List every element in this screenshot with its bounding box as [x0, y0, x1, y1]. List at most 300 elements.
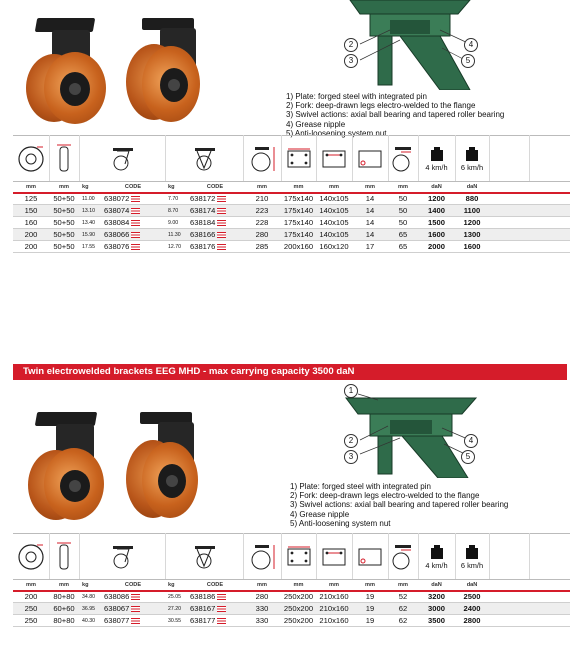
empty-cell [489, 603, 529, 615]
cell-value: 638167 [190, 604, 216, 613]
table-row [13, 229, 570, 241]
note-4: 4) Grease nipple [290, 509, 350, 519]
cell-cap6 [455, 603, 489, 615]
cell-cap4 [418, 193, 455, 205]
cell-plate [281, 591, 316, 603]
plate-size-icon [281, 136, 316, 182]
cell-value: 638186 [190, 592, 216, 602]
cell-bolt [352, 591, 388, 603]
cell-value: 638166 [190, 230, 216, 239]
callout-1: 1 [344, 384, 358, 398]
unit: kg [79, 182, 101, 193]
table-body-1 [13, 193, 570, 253]
cell-cap4 [418, 205, 455, 217]
cell-value: 3500 [428, 616, 445, 625]
unit: mm [49, 580, 79, 591]
cell-h [243, 205, 281, 217]
cell-code2 [187, 591, 243, 603]
unit: mm [352, 580, 388, 591]
cell-value: 40.30 [82, 617, 95, 624]
callout-4: 4 [464, 38, 478, 52]
cell-h [243, 193, 281, 205]
order-mark-icon [131, 208, 140, 214]
cell-off [388, 615, 418, 627]
cell-holes [316, 591, 352, 603]
cell-off [388, 603, 418, 615]
table-row [13, 591, 570, 603]
bolt-hole-icon [352, 136, 388, 182]
cell-w [49, 229, 79, 241]
cell-value: 19 [365, 616, 375, 625]
empty-cell [489, 205, 529, 217]
callout-4: 4 [464, 434, 478, 448]
cell-value: 62 [398, 616, 408, 625]
cell-kg1 [79, 603, 101, 615]
cell-off [388, 205, 418, 217]
table-row [13, 603, 570, 615]
cell-value: 50+50 [53, 194, 75, 204]
cell-code1 [101, 615, 165, 627]
cell-value: 8.70 [168, 207, 179, 214]
cell-cap6 [455, 229, 489, 241]
cell-code1 [101, 229, 165, 241]
cell-value: 250 [24, 604, 38, 613]
cell-value: 250x200 [283, 592, 314, 602]
order-mark-icon [131, 606, 140, 612]
unit: mm [13, 580, 49, 591]
cell-value: 50+50 [53, 218, 75, 227]
cell-off [388, 241, 418, 253]
table-row [13, 615, 570, 627]
cell-d [13, 229, 49, 241]
cell-cap4 [418, 591, 455, 603]
table-row [13, 217, 570, 229]
cell-cap6 [455, 591, 489, 603]
cell-value: 638076 [104, 242, 130, 251]
cell-plate [281, 603, 316, 615]
diameter-icon [13, 534, 49, 580]
spec-table-2 [13, 533, 570, 627]
unit: daN [418, 580, 455, 591]
cell-value: 50+50 [53, 206, 75, 215]
cell-value: 65 [398, 242, 408, 251]
cell-holes [316, 615, 352, 627]
cell-value: 280 [255, 592, 269, 602]
unit: mm [316, 580, 352, 591]
cell-bolt [352, 193, 388, 205]
order-mark-icon [131, 244, 140, 250]
empty-col-1 [489, 136, 529, 182]
cell-bolt [352, 615, 388, 627]
cell-plate [281, 615, 316, 627]
cell-value: 175x140 [283, 194, 314, 204]
cell-plate [281, 193, 316, 205]
width-icon [49, 136, 79, 182]
cell-code1 [101, 217, 165, 229]
section-title-banner: Twin electrowelded brackets EEG MHD - max carrying capacity 3500 daN [13, 364, 567, 380]
cell-kg2 [165, 193, 187, 205]
cell-value: 36.95 [82, 605, 95, 612]
note-1: 1) Plate: forged steel with integrated pin [286, 92, 427, 101]
cell-value: 140x105 [319, 218, 349, 227]
speed-label-4: 4 km/h [425, 560, 448, 570]
cell-value: 1500 [428, 218, 445, 227]
cell-cap4 [418, 241, 455, 253]
table-row [13, 241, 570, 253]
cell-cap4 [418, 615, 455, 627]
order-mark-icon [131, 232, 140, 238]
empty-col-2 [529, 534, 570, 580]
cell-value: 2400 [463, 604, 481, 613]
cell-code2 [187, 241, 243, 253]
load-6kmh-icon [455, 136, 489, 182]
callout-3: 3 [344, 450, 358, 464]
bolt-hole-icon [352, 534, 388, 580]
cell-value: 200 [24, 230, 38, 239]
order-mark-icon [217, 232, 226, 238]
cell-value: 7.70 [168, 195, 179, 202]
cell-value: 285 [255, 242, 269, 251]
cell-value: 250x200 [283, 616, 314, 625]
empty-cell [489, 193, 529, 205]
cell-d [13, 591, 49, 603]
note-2: 2) Fork: deep-drawn legs electro-welded to the flange [290, 491, 480, 501]
cell-kg1 [79, 217, 101, 229]
order-mark-icon [217, 220, 226, 226]
load-6kmh-icon [455, 534, 489, 580]
note-2: 2) Fork: deep-drawn legs electro-welded to the flange [286, 101, 476, 111]
note-1: 1) Plate: forged steel with integrated pin [290, 482, 431, 491]
note-3: 3) Swivel actions: axial ball bearing and tapered roller bearing [290, 500, 509, 510]
cell-h [243, 615, 281, 627]
cell-w [49, 603, 79, 615]
cell-value: 140x105 [319, 194, 349, 204]
cell-value: 210x160 [319, 604, 349, 613]
cell-value: 175x140 [283, 230, 314, 239]
empty-cell [489, 229, 529, 241]
feature-notes-1 [286, 92, 504, 138]
cell-off [388, 217, 418, 229]
units-row [13, 580, 570, 591]
cell-value: 50 [398, 206, 408, 215]
cell-value: 880 [465, 194, 479, 204]
cell-value: 13.10 [82, 207, 95, 214]
cell-value: 638174 [190, 206, 216, 215]
empty-cell [529, 241, 570, 253]
cell-value: 125 [24, 194, 38, 204]
cell-kg2 [165, 229, 187, 241]
unit: mm [388, 182, 418, 193]
cell-d [13, 615, 49, 627]
order-mark-icon [131, 594, 140, 600]
cell-holes [316, 205, 352, 217]
cell-value: 200x160 [283, 242, 314, 251]
cell-value: 11.00 [82, 195, 95, 202]
table-row [13, 193, 570, 205]
unit: daN [455, 182, 489, 193]
cell-value: 1600 [463, 242, 481, 251]
offset-icon [388, 136, 418, 182]
cell-cap4 [418, 217, 455, 229]
cell-kg1 [79, 205, 101, 217]
cell-code1 [101, 591, 165, 603]
cell-value: 2500 [463, 592, 481, 602]
callout-5: 5 [461, 450, 475, 464]
cell-value: 62 [398, 604, 408, 613]
cell-cap6 [455, 193, 489, 205]
height-icon [243, 534, 281, 580]
offset-icon [388, 534, 418, 580]
diameter-icon [13, 136, 49, 182]
order-mark-icon [131, 618, 140, 624]
empty-cell [529, 193, 570, 205]
note-3: 3) Swivel actions: axial ball bearing and tapered roller bearing [286, 110, 505, 120]
cell-kg2 [165, 603, 187, 615]
cell-kg1 [79, 193, 101, 205]
cell-value: 11.30 [168, 231, 181, 238]
cell-cap4 [418, 229, 455, 241]
unit: kg [165, 580, 187, 591]
unit: kg [165, 182, 187, 193]
unit: mm [352, 182, 388, 193]
cell-value: 330 [255, 604, 269, 613]
cell-d [13, 205, 49, 217]
cell-value: 27.20 [168, 605, 181, 612]
unit: mm [281, 580, 316, 591]
cell-off [388, 193, 418, 205]
order-mark-icon [217, 594, 226, 600]
cell-kg2 [165, 217, 187, 229]
cell-kg2 [165, 615, 187, 627]
cell-kg1 [79, 591, 101, 603]
cell-holes [316, 193, 352, 205]
cell-value: 223 [255, 206, 269, 215]
cell-value: 13.40 [82, 219, 95, 226]
unit: mm [316, 182, 352, 193]
cell-value: 638067 [104, 604, 130, 613]
unit: CODE [187, 182, 243, 193]
cell-code1 [101, 241, 165, 253]
cell-value: 50 [398, 194, 408, 204]
order-mark-icon [131, 220, 140, 226]
cell-h [243, 241, 281, 253]
callout-2: 2 [344, 38, 358, 52]
cell-value: 15.90 [82, 231, 95, 238]
cell-holes [316, 217, 352, 229]
empty-cell [489, 217, 529, 229]
cell-h [243, 603, 281, 615]
icon-row [13, 136, 570, 182]
cell-value: 638176 [190, 242, 216, 251]
cell-value: 210 [255, 194, 269, 204]
cell-plate [281, 241, 316, 253]
note-4: 4) Grease nipple [286, 119, 346, 129]
empty-cell [529, 205, 570, 217]
cell-kg1 [79, 241, 101, 253]
cell-code2 [187, 193, 243, 205]
cell-kg1 [79, 229, 101, 241]
cell-value: 30.55 [168, 617, 181, 624]
unit: mm [13, 182, 49, 193]
cell-w [49, 241, 79, 253]
cell-value: 638077 [104, 616, 130, 625]
technical-drawing-1 [330, 0, 500, 90]
empty-cell [489, 241, 529, 253]
speed-label-6: 6 km/h [460, 162, 484, 172]
cell-code2 [187, 217, 243, 229]
cell-value: 14 [365, 206, 375, 215]
cell-value: 34.80 [82, 593, 95, 600]
order-mark-icon [217, 618, 226, 624]
caster-cross-section-drawing [330, 382, 500, 478]
cell-bolt [352, 603, 388, 615]
hole-spacing-icon [316, 534, 352, 580]
cell-value: 50+50 [53, 242, 75, 251]
swivel-caster-photo-1 [22, 14, 112, 124]
unit: mm [243, 580, 281, 591]
cell-value: 150 [24, 206, 38, 215]
cell-value: 200 [24, 242, 38, 251]
swivel-caster-icon [79, 136, 165, 182]
cell-holes [316, 603, 352, 615]
unit: mm [388, 580, 418, 591]
cell-h [243, 217, 281, 229]
fixed-caster-photo-2 [120, 410, 210, 520]
cell-value: 160 [24, 218, 38, 227]
cell-value: 250 [24, 616, 38, 625]
callout-5: 5 [461, 54, 475, 68]
cell-value: 1100 [463, 206, 481, 215]
cell-d [13, 241, 49, 253]
callout-3: 3 [344, 54, 358, 68]
cell-cap6 [455, 205, 489, 217]
plate-size-icon [281, 534, 316, 580]
empty-cell [529, 229, 570, 241]
fixed-caster-icon [165, 136, 243, 182]
cell-value: 210x160 [319, 592, 349, 602]
cell-d [13, 217, 49, 229]
cell-value: 3200 [428, 592, 445, 602]
cell-d [13, 603, 49, 615]
cell-value: 19 [365, 592, 375, 602]
cell-holes [316, 241, 352, 253]
order-mark-icon [217, 208, 226, 214]
cell-value: 52 [398, 592, 408, 602]
swivel-caster-icon [79, 534, 165, 580]
cell-bolt [352, 205, 388, 217]
cell-value: 160x120 [319, 242, 349, 251]
order-mark-icon [217, 196, 226, 202]
cell-value: 50+50 [53, 230, 75, 239]
unit: daN [418, 182, 455, 193]
empty-col-1 [489, 534, 529, 580]
cell-plate [281, 229, 316, 241]
cell-bolt [352, 217, 388, 229]
callout-2: 2 [344, 434, 358, 448]
cell-plate [281, 205, 316, 217]
cell-value: 228 [255, 218, 269, 227]
cell-cap6 [455, 217, 489, 229]
cell-value: 1200 [463, 218, 481, 227]
cell-bolt [352, 241, 388, 253]
width-icon [49, 534, 79, 580]
cell-code2 [187, 205, 243, 217]
order-mark-icon [217, 606, 226, 612]
cell-value: 140x105 [319, 230, 349, 239]
empty-cell [489, 615, 529, 627]
cell-code2 [187, 615, 243, 627]
cell-code2 [187, 603, 243, 615]
cell-kg1 [79, 615, 101, 627]
feature-notes-2 [290, 482, 508, 528]
cell-off [388, 591, 418, 603]
cell-value: 65 [398, 230, 408, 239]
fixed-caster-icon [165, 534, 243, 580]
cell-value: 19 [365, 604, 375, 613]
empty-col-2 [529, 136, 570, 182]
empty-cell [529, 603, 570, 615]
cell-plate [281, 217, 316, 229]
cell-value: 2000 [428, 242, 445, 251]
cell-value: 175x140 [283, 218, 314, 227]
cell-value: 80+80 [53, 592, 75, 602]
cell-value: 1600 [428, 230, 445, 239]
cell-value: 14 [365, 218, 375, 227]
cell-value: 3000 [428, 604, 445, 613]
height-icon [243, 136, 281, 182]
speed-label-6: 6 km/h [460, 560, 484, 570]
unit: daN [455, 580, 489, 591]
unit: kg [79, 580, 101, 591]
cell-value: 1200 [428, 194, 445, 204]
order-mark-icon [131, 196, 140, 202]
cell-w [49, 217, 79, 229]
load-4kmh-icon [418, 136, 455, 182]
spec-table-1 [13, 135, 570, 253]
empty-cell [529, 615, 570, 627]
cell-value: 1400 [428, 206, 445, 215]
unit: CODE [187, 580, 243, 591]
cell-value: 12.70 [168, 243, 181, 250]
cell-value: 80+80 [53, 616, 75, 625]
cell-value: 638072 [104, 194, 130, 204]
cell-value: 50 [398, 218, 408, 227]
cell-holes [316, 229, 352, 241]
unit: mm [49, 182, 79, 193]
cell-code1 [101, 193, 165, 205]
swivel-caster-photo-2 [22, 410, 112, 520]
cell-value: 175x140 [283, 206, 314, 215]
cell-value: 14 [365, 194, 375, 204]
cell-value: 638184 [190, 218, 216, 227]
cell-bolt [352, 229, 388, 241]
cell-value: 17.55 [82, 243, 95, 250]
cell-value: 210x160 [319, 616, 349, 625]
cell-value: 638066 [104, 230, 130, 239]
cell-cap4 [418, 603, 455, 615]
cell-w [49, 615, 79, 627]
cell-kg2 [165, 591, 187, 603]
cell-value: 638084 [104, 218, 130, 227]
order-mark-icon [217, 244, 226, 250]
cell-cap6 [455, 615, 489, 627]
note-5: 5) Anti-loosening system nut [290, 518, 391, 528]
cell-value: 2800 [463, 616, 481, 625]
cell-w [49, 205, 79, 217]
load-4kmh-icon [418, 534, 455, 580]
units-row [13, 182, 570, 193]
cell-h [243, 229, 281, 241]
